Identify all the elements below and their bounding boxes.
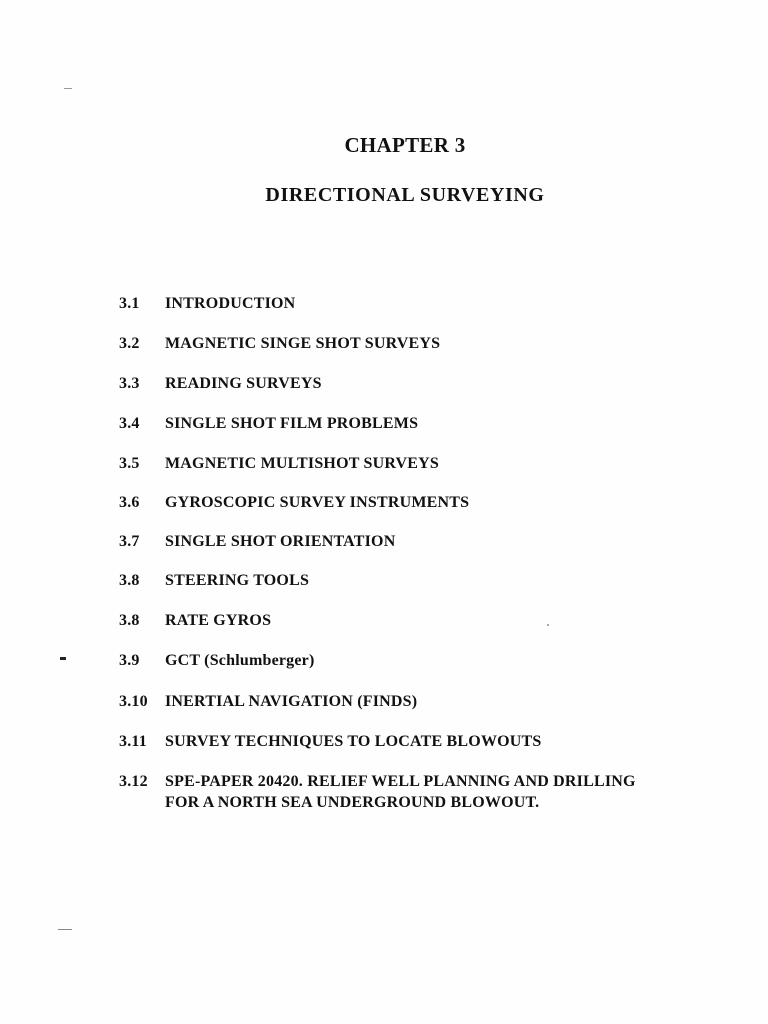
toc-label: GCT (Schlumberger) [165, 652, 315, 669]
chapter-subtitle: DIRECTIONAL SURVEYING [265, 184, 545, 206]
toc-label: SINGLE SHOT FILM PROBLEMS [165, 415, 419, 432]
toc-label: RATE GYROS [165, 612, 272, 629]
toc-label: SURVEY TECHNIQUES TO LOCATE BLOWOUTS [165, 733, 542, 750]
toc-number: 3.10 [119, 693, 148, 710]
toc-entry [119, 333, 440, 354]
toc-entry [119, 413, 418, 434]
toc-entry [119, 570, 309, 591]
toc-number: 3.5 [119, 455, 140, 472]
toc-entry [119, 731, 542, 752]
toc-entry [119, 293, 295, 314]
toc-label: MAGNETIC SINGE SHOT SURVEYS [165, 335, 441, 352]
toc-label: INERTIAL NAVIGATION (FINDS) [165, 693, 418, 710]
toc-label: INTRODUCTION [165, 295, 296, 312]
scan-mark [547, 624, 549, 626]
toc-entry [119, 531, 395, 552]
toc-number: 3.8 [119, 612, 140, 629]
toc-entry [119, 691, 417, 712]
toc-number: 3.3 [119, 375, 140, 392]
toc-entry [119, 373, 322, 394]
toc-label: GYROSCOPIC SURVEY INSTRUMENTS [165, 494, 470, 511]
toc-number: 3.9 [119, 652, 140, 669]
toc-label-line2: FOR A NORTH SEA UNDERGROUND BLOWOUT. [165, 794, 540, 811]
scan-mark [58, 929, 72, 930]
toc-number: 3.2 [119, 335, 140, 352]
toc-number: 3.1 [119, 295, 140, 312]
toc-number: 3.6 [119, 494, 140, 511]
toc-label: STEERING TOOLS [165, 572, 310, 589]
toc-number: 3.11 [119, 733, 147, 750]
toc-number: 3.8 [119, 572, 140, 589]
toc-entry [119, 650, 315, 671]
toc-label: MAGNETIC MULTISHOT SURVEYS [165, 455, 440, 472]
scan-mark [60, 657, 66, 660]
toc-label: READING SURVEYS [165, 375, 322, 392]
toc-entry [119, 610, 271, 631]
toc-number: 3.7 [119, 533, 140, 550]
chapter-title: CHAPTER 3 [344, 133, 466, 157]
toc-label: SINGLE SHOT ORIENTATION [165, 533, 396, 550]
toc-entry [119, 771, 636, 813]
toc-entry [119, 492, 469, 513]
toc-label [165, 771, 636, 813]
toc-label-line1: SPE-PAPER 20420. RELIEF WELL PLANNING AND DRILLING [165, 773, 636, 790]
scan-mark [64, 88, 72, 89]
toc-entry [119, 453, 439, 474]
toc-number: 3.4 [119, 415, 140, 432]
toc-number: 3.12 [119, 773, 148, 790]
